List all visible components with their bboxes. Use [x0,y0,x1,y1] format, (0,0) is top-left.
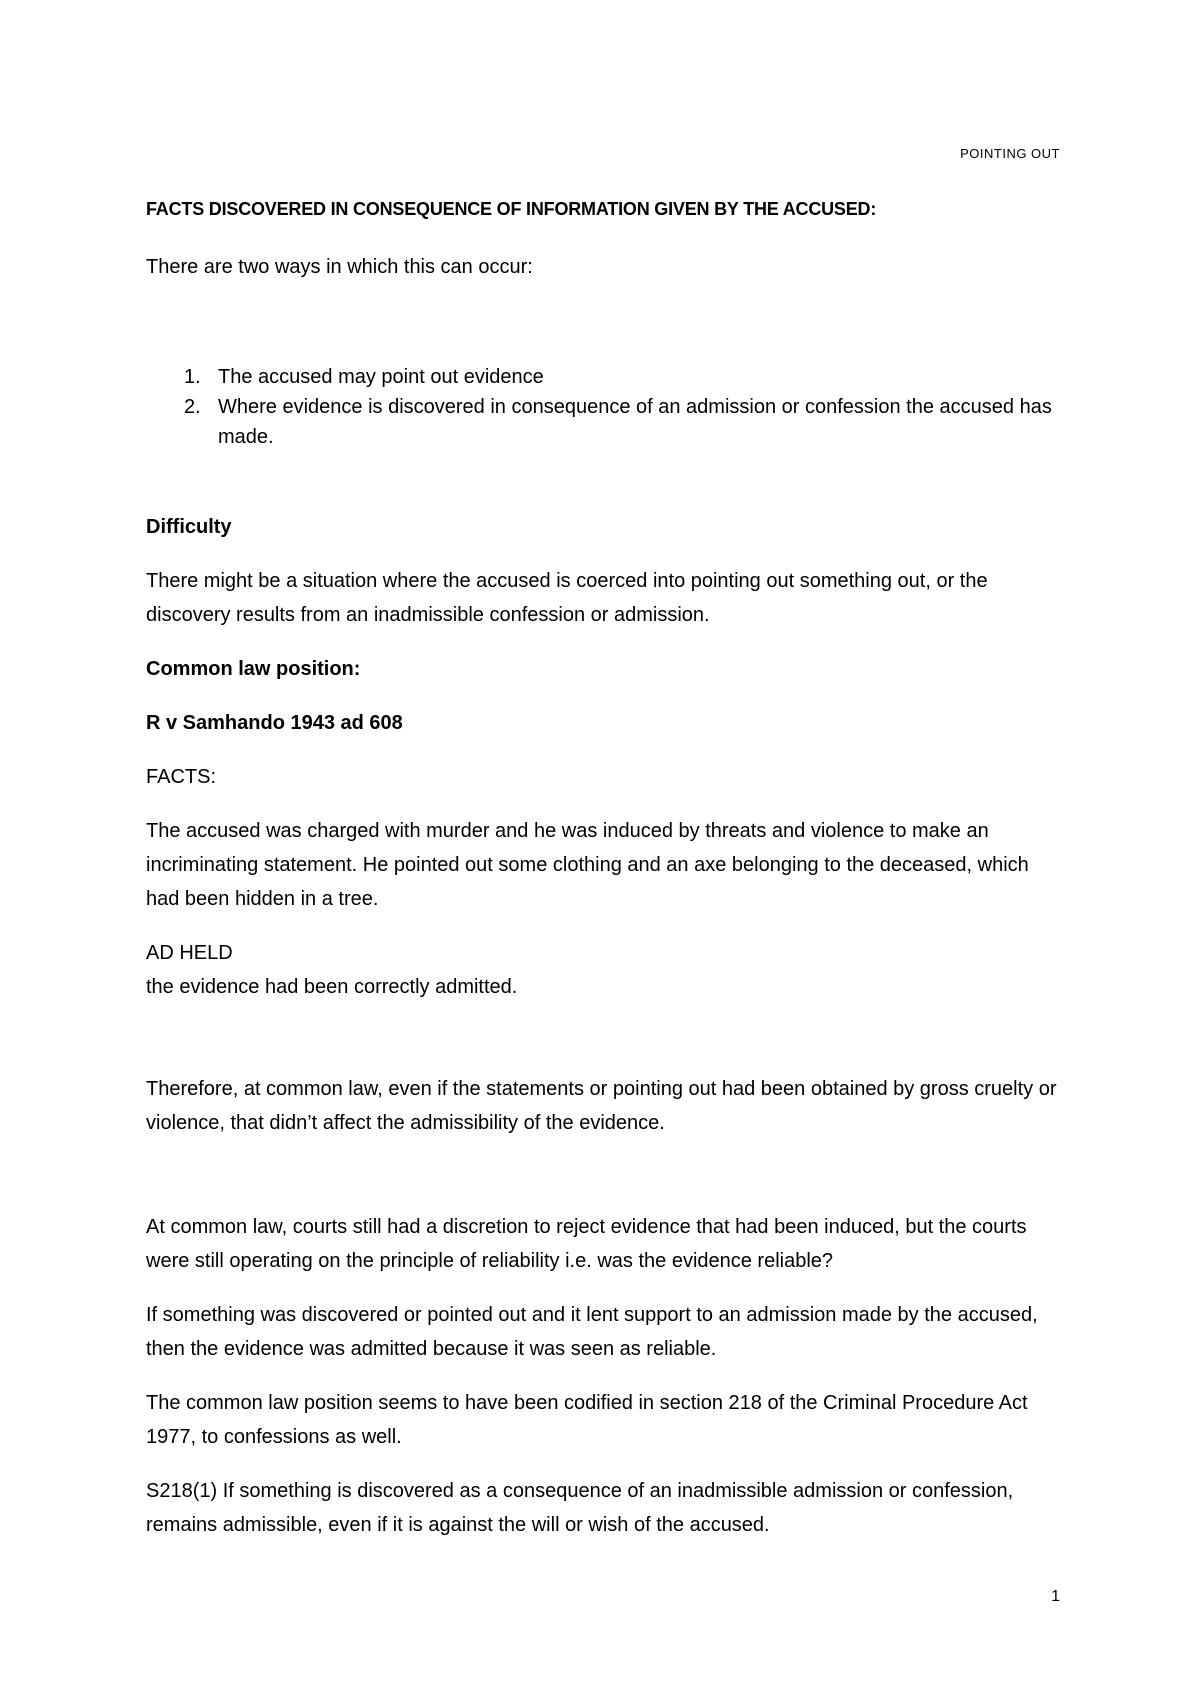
list-item [146,392,1066,452]
list-text: Where evidence is discovered in consequence of an admission or confession the accused has made. [218,396,1052,448]
discretion-paragraph: At common law, courts still had a discretion to reject evidence that had been induced, but the courts were still operating on the principle of reliability i.e. was the evidence reliable? [146,1216,1027,1272]
held-paragraph: the evidence had been correctly admitted. [146,976,518,998]
running-header: POINTING OUT [960,146,1060,161]
common-law-heading: Common law position: [146,658,361,680]
list-number: 1. [184,366,201,388]
document-body [146,192,1066,1542]
s218-paragraph: S218(1) If something is discovered as a consequence of an inadmissible admission or confession, remains admissible, even if it is against the will or wish of the accused. [146,1480,1014,1536]
held-label: AD HELD [146,942,233,964]
facts-paragraph: The accused was charged with murder and he was induced by threats and violence to make an incriminating statement. He pointed out some clothing and an axe belonging to the deceased, which had been hidden in a tree. [146,820,1029,910]
codified-paragraph: The common law position seems to have been codified in section 218 of the Criminal Procedure Act 1977, to confessions as well. [146,1392,1028,1448]
facts-label: FACTS: [146,766,217,788]
list-item [146,362,1066,392]
difficulty-heading: Difficulty [146,516,232,538]
list-number: 2. [184,396,201,418]
case-name: R v Samhando 1943 ad 608 [146,712,403,734]
ways-list [146,362,1066,452]
page-number: 1 [1051,1588,1060,1605]
list-text: The accused may point out evidence [218,366,544,388]
document-title: FACTS DISCOVERED IN CONSEQUENCE OF INFORMATION GIVEN BY THE ACCUSED: [146,199,877,219]
support-paragraph: If something was discovered or pointed out and it lent support to an admission made by the accused, then the evidence was admitted because it was seen as reliable. [146,1304,1038,1360]
therefore-paragraph: Therefore, at common law, even if the statements or pointing out had been obtained by gross cruelty or violence, that didn’t affect the admissibility of the evidence. [146,1078,1057,1134]
intro-paragraph: There are two ways in which this can occur: [146,256,533,278]
difficulty-paragraph: There might be a situation where the accused is coerced into pointing out something out, or the discovery results from an inadmissible confession or admission. [146,570,988,626]
